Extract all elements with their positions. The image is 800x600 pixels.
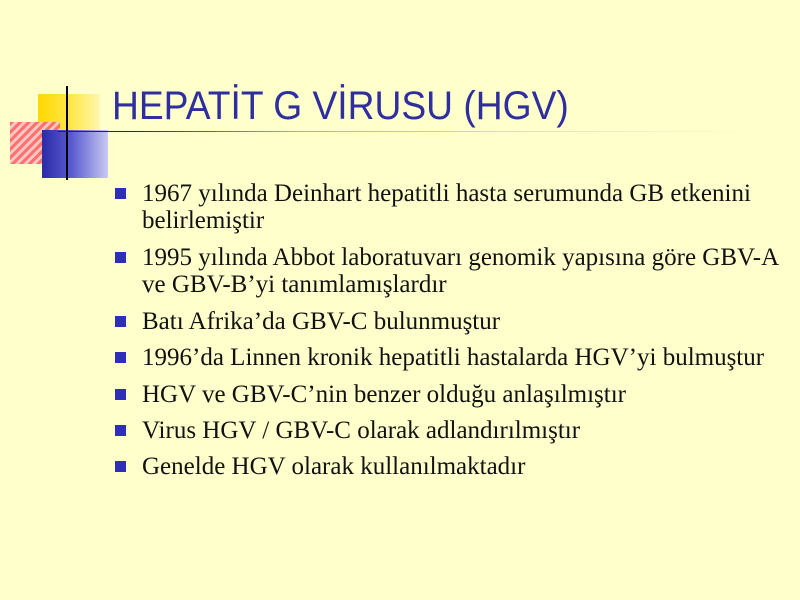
square-bullet-icon (115, 252, 126, 263)
bullet-item (110, 244, 780, 298)
bullet-item (110, 453, 780, 480)
bullet-text: 1995 yılında Abbot laboratuvarı genomik yapısına göre GBV-A ve GBV-B’yi tanımlamışlardır (142, 244, 778, 298)
vertical-line-decoration (66, 86, 68, 180)
bullet-text: Batı Afrika’da GBV-C bulunmuştur (142, 308, 501, 335)
title-underline (58, 131, 758, 132)
bullet-text: Virus HGV / GBV-C olarak adlandırılmıştır (142, 417, 581, 444)
bullet-text: Genelde HGV olarak kullanılmaktadır (142, 453, 526, 480)
bullet-text: HGV ve GBV-C’nin benzer olduğu anlaşılmıştır (142, 381, 626, 408)
bullet-item (110, 180, 780, 234)
bullet-item (110, 344, 780, 371)
square-bullet-icon (115, 188, 126, 199)
bullet-item (110, 381, 780, 408)
slide-title: HEPATİT G VİRUSU (HGV) (112, 84, 569, 128)
square-bullet-icon (115, 425, 126, 436)
square-bullet-icon (115, 352, 126, 363)
blue-square-decoration (42, 130, 108, 178)
bullet-item (110, 417, 780, 444)
bullet-list (110, 180, 780, 490)
bullet-text: 1967 yılında Deinhart hepatitli hasta serumunda GB etkenini belirlemiştir (142, 180, 751, 234)
square-bullet-icon (115, 389, 126, 400)
bullet-text: 1996’da Linnen kronik hepatitli hastalarda HGV’yi bulmuştur (142, 344, 765, 371)
square-bullet-icon (115, 316, 126, 327)
bullet-item (110, 308, 780, 335)
square-bullet-icon (115, 461, 126, 472)
